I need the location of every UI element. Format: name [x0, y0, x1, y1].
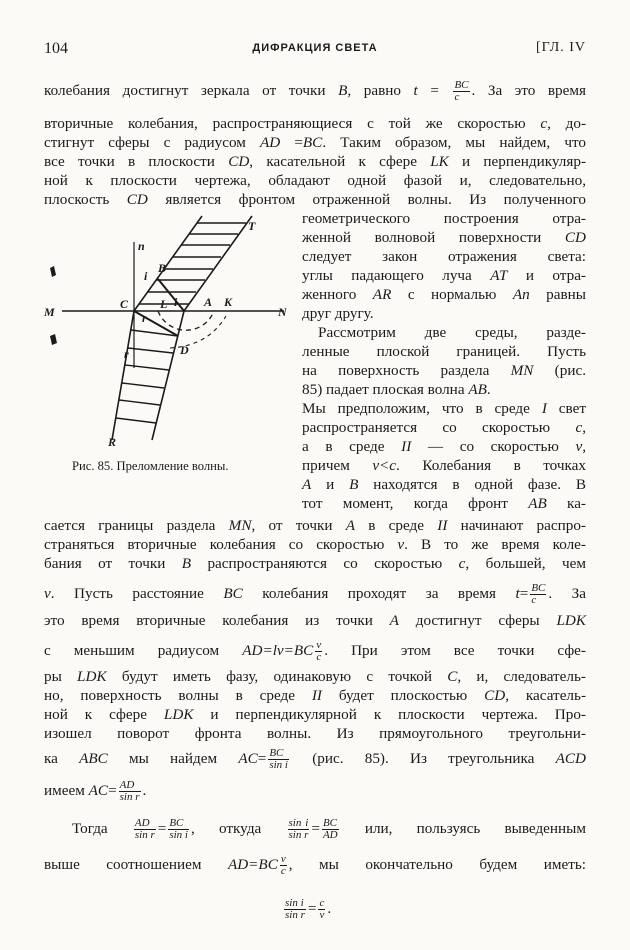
fraction: $\frac{BC}{\text{sin i}}$ — [269, 747, 288, 771]
label-i: i — [144, 269, 148, 283]
text-line: имеем AC= $\frac{AD}{\text{sin r}}$ . — [44, 779, 147, 803]
text-line: на поверхность раздела MN (рис. — [302, 362, 586, 379]
refracted-edge-left — [112, 311, 134, 440]
refracted-wavefronts — [116, 330, 178, 423]
label-c: C — [120, 297, 129, 311]
text-line: ной к плоскости чертежа, обладают одной фазой и, следовательно, — [44, 172, 586, 189]
label-d: D — [180, 343, 189, 357]
text-line: стигнут сферы с радиусом AD =BC. Таким образом, мы найдем, что — [44, 134, 586, 151]
label-b: B — [158, 261, 167, 275]
text-line: ка ABC мы найдем AC= $\frac{BC}{\text{sin i}}$ (рис. 85). Из треугольника ACD — [44, 747, 587, 771]
label-r: r — [124, 347, 129, 361]
fraction: $\frac{\text{sin i}}{\text{sin r}}$ — [288, 817, 309, 841]
label-n: n — [138, 239, 145, 253]
fraction: $\frac{\text{sin i}}{\text{sin r}}$ — [285, 897, 305, 921]
text-line: углы падающего луча AT и отра- — [302, 267, 586, 284]
text-line: A и B находятся в одной фазе. В — [302, 476, 586, 493]
incident-edge-right — [184, 216, 252, 311]
text-line: ры LDK будут иметь фазу, одинаковую с точкой C, и, следователь- — [44, 668, 586, 685]
text-line: вторичные колебания, распространяющиеся с той же скоростью c, до- — [44, 115, 586, 132]
page-number: 104 — [44, 40, 68, 57]
running-title: ДИФРАКЦИЯ СВЕТА — [252, 42, 378, 54]
figure-caption: Рис. 85. Преломление волны. — [72, 459, 229, 473]
incident-edge-left — [134, 216, 202, 311]
fraction: $\frac{c}{v}$ — [319, 897, 325, 921]
final-formula: $\frac{\text{sin i}}{\text{sin r}}$ = $\frac{c}{v}$ . — [285, 897, 332, 921]
text-line: с меньшим радиусом AD=lv=BC $\frac{v}{c}$ . При этом все точки сфе- — [44, 639, 586, 663]
text-line: а в среде II — со скоростью v, — [302, 438, 586, 455]
text-line: все точки в плоскости CD, касательной к сфере LK и перпендикуляр- — [44, 153, 586, 170]
text-line: Рассмотрим две среды, разде- — [318, 324, 586, 341]
text-line: женной волновой поверхности CD — [302, 229, 586, 246]
fraction: $\frac{v}{c}$ — [316, 639, 322, 663]
text-line: друг другу. — [302, 305, 374, 322]
text-line: Тогда $\frac{AD}{\text{sin r}}$ = $\frac{BC}{\text{sin i}}$ , откуда $\frac{\text{sin i}}{\text{sin r}}$ = $\frac{BC}{AD}$ или, пользуясь выведенным — [72, 817, 586, 841]
running-header — [44, 40, 586, 60]
label-m: M — [44, 305, 55, 319]
label-r-ray: R — [108, 435, 117, 449]
fraction: $\frac{v}{c}$ — [280, 853, 286, 877]
text-line: ленные плоской границей. Пусть — [302, 343, 586, 360]
text-line: плоскость CD является фронтом отраженной волны. Из полученного — [44, 191, 586, 208]
fraction: $\frac{AD}{\text{sin r}}$ — [119, 779, 140, 803]
refraction-diagram — [40, 208, 300, 456]
text-line: бания от точки B распространяются со скоростью c, большей, чем — [44, 555, 586, 572]
text-line: колебания достигнут зеркала от точки B, равно t = $\frac{BC}{c}$ . За это время — [44, 79, 586, 103]
medium-marker-ii — [50, 334, 57, 345]
text-line: женного AR с нормалью An равны — [302, 286, 587, 303]
label-i2: i — [174, 295, 178, 309]
text-line: изошел поворот фронта волны. Из прямоугольного треугольни- — [44, 725, 586, 742]
label-a: A — [204, 295, 213, 309]
text-line: Мы предположим, что в среде I свет — [302, 400, 586, 417]
text-line: но, поверхность волны в среде II будет плоскостью CD, касатель- — [44, 687, 586, 704]
incident-wavefronts — [139, 223, 246, 304]
label-l: L — [160, 297, 168, 311]
label-r-inner: r — [142, 311, 147, 325]
front-cd — [134, 311, 178, 336]
text-line: это время вторичные колебания из точки A достигнут сферы LDK — [44, 612, 586, 629]
fraction: $\frac{BC}{c}$ — [531, 582, 546, 606]
text-line: ной к сфере LDK и перпендикулярной к плоскости чертежа. Про- — [44, 706, 586, 723]
text-line: причем v<c. Колебания в точках — [302, 457, 586, 474]
text-line: геометрического построения отра- — [302, 210, 586, 227]
label-k: K — [224, 295, 233, 309]
text-line: v. Пусть расстояние BC колебания проходят за время t= $\frac{BC}{c}$ . За — [44, 582, 586, 606]
text-line: выше соотношением AD=BC $\frac{v}{c}$ , мы окончательно будем иметь: — [44, 853, 586, 877]
chapter-marker: [ГЛ. IV — [536, 40, 586, 55]
label-t: T — [248, 219, 256, 233]
fraction: $\frac{BC}{c}$ — [454, 79, 469, 103]
text-line: сается границы раздела MN, от точки A в среде II начинают распро- — [44, 517, 586, 534]
fraction: $\frac{AD}{\text{sin r}}$ — [134, 817, 155, 841]
fraction: $\frac{BC}{AD}$ — [322, 817, 338, 841]
medium-marker-i — [50, 266, 56, 277]
text-line: следует закон отражения света: — [302, 248, 586, 265]
text-line: тот момент, когда фронт AB ка- — [302, 495, 586, 512]
fraction: $\frac{BC}{\text{sin i}}$ — [169, 817, 188, 841]
text-line: распространяется со скоростью c, — [302, 419, 586, 436]
label-n2: N — [278, 305, 287, 319]
text-line: страняться вторичные колебания со скоростью v. В то же время коле- — [44, 536, 586, 553]
sphere-ldk — [158, 311, 214, 330]
text-line: 85) падает плоская волна AB. — [302, 381, 491, 398]
